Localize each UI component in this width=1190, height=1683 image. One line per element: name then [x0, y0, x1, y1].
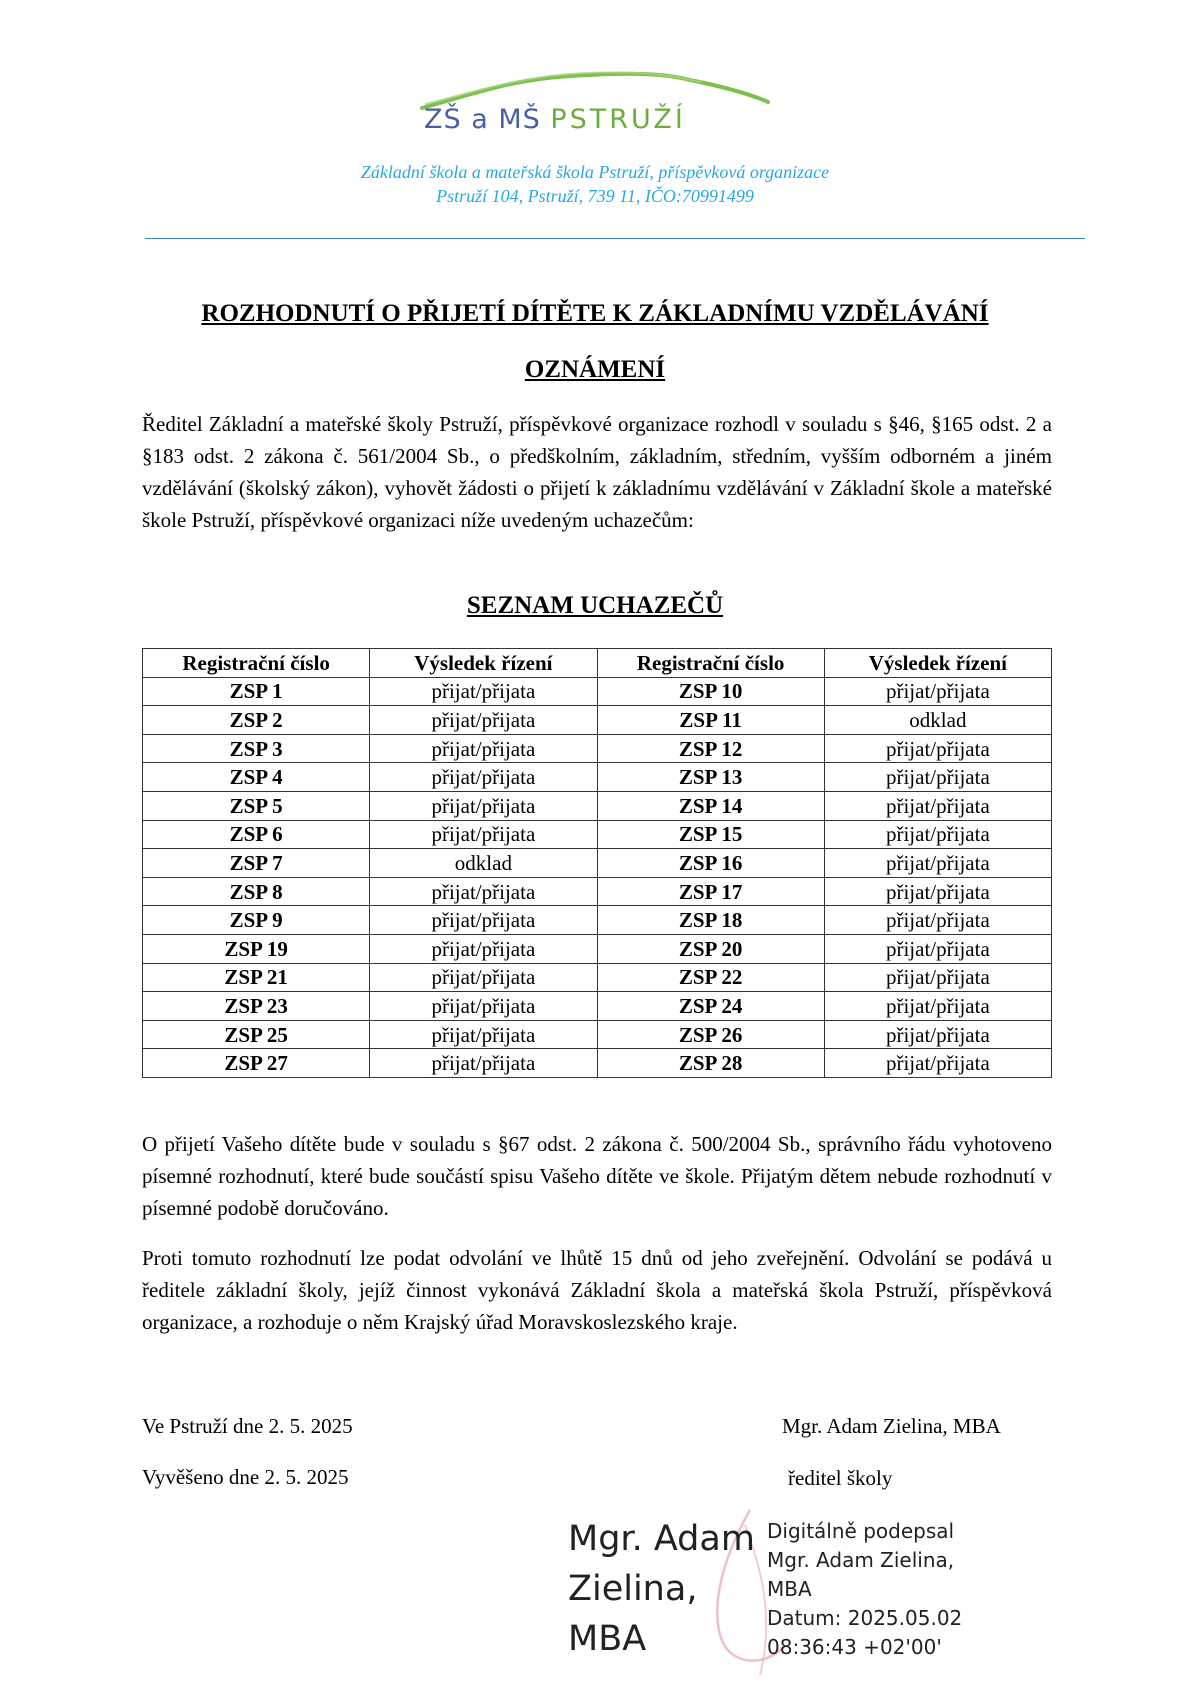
- registration-number-cell: ZSP 24: [597, 992, 824, 1021]
- registration-number-cell: ZSP 9: [143, 906, 370, 935]
- director-name: Mgr. Adam Zielina, MBA: [782, 1414, 1001, 1438]
- signature-info-line: Digitálně podepsal: [767, 1519, 955, 1543]
- registration-number-cell: ZSP 12: [597, 734, 824, 763]
- applicants-table: [142, 648, 1052, 1078]
- signature-info: [767, 1517, 962, 1662]
- list-title: SEZNAM UCHAZEČŮ: [466, 592, 724, 619]
- result-cell: odklad: [824, 706, 1051, 735]
- result-cell: přijat/přijata: [370, 791, 597, 820]
- result-cell: odklad: [370, 849, 597, 878]
- signature-name: [568, 1514, 755, 1664]
- result-cell: přijat/přijata: [824, 849, 1051, 878]
- result-cell: přijat/přijata: [370, 706, 597, 735]
- result-cell: přijat/přijata: [370, 992, 597, 1021]
- director-role: ředitel školy: [788, 1466, 893, 1490]
- registration-number-cell: ZSP 2: [143, 706, 370, 735]
- registration-number-cell: ZSP 22: [597, 963, 824, 992]
- result-cell: přijat/přijata: [370, 1020, 597, 1049]
- result-cell: přijat/přijata: [824, 677, 1051, 706]
- registration-number-cell: ZSP 10: [597, 677, 824, 706]
- result-cell: přijat/přijata: [824, 791, 1051, 820]
- registration-number-cell: ZSP 5: [143, 791, 370, 820]
- registration-number-cell: ZSP 19: [143, 934, 370, 963]
- logo-text-part1: ZŠ a MŠ: [424, 104, 541, 135]
- document-title: ROZHODNUTÍ O PŘIJETÍ DÍTĚTE K ZÁKLADNÍMU VZDĚLÁVÁNÍ: [201, 300, 989, 327]
- column-header: Registrační číslo: [143, 649, 370, 678]
- registration-number-cell: ZSP 23: [143, 992, 370, 1021]
- header-divider: [145, 238, 1085, 239]
- registration-number-cell: ZSP 13: [597, 763, 824, 792]
- signature-name-line: Zielina,: [568, 1569, 698, 1609]
- table-row: [143, 992, 1052, 1021]
- signature-info-line: Mgr. Adam Zielina,: [767, 1548, 955, 1572]
- registration-number-cell: ZSP 4: [143, 763, 370, 792]
- registration-number-cell: ZSP 3: [143, 734, 370, 763]
- signature-name-line: MBA: [568, 1619, 647, 1659]
- signature-name-line: Mgr. Adam: [568, 1519, 755, 1559]
- table-row: [143, 1049, 1052, 1078]
- result-cell: přijat/přijata: [370, 906, 597, 935]
- result-cell: přijat/přijata: [824, 1049, 1051, 1078]
- result-cell: přijat/přijata: [370, 734, 597, 763]
- posted-date: Vyvěšeno dne 2. 5. 2025: [142, 1465, 349, 1489]
- result-cell: přijat/přijata: [824, 1020, 1051, 1049]
- registration-number-cell: ZSP 28: [597, 1049, 824, 1078]
- table-row: [143, 906, 1052, 935]
- table-row: [143, 763, 1052, 792]
- appeal-paragraph: Proti tomuto rozhodnutí lze podat odvolání ve lhůtě 15 dnů od jeho zveřejnění. Odvolání se podává u ředitele základní školy, jejíž činnost vykonává Základní škola a mateřská škola Pstruží, příspěvková organizace, a rozhoduje o něm Krajský úřad Moravskoslezského kraje.: [142, 1246, 1052, 1334]
- registration-number-cell: ZSP 6: [143, 820, 370, 849]
- document-subtitle: OZNÁMENÍ: [524, 356, 666, 383]
- column-header: Výsledek řízení: [824, 649, 1051, 678]
- signature-info-line: MBA: [767, 1577, 812, 1601]
- result-cell: přijat/přijata: [824, 992, 1051, 1021]
- registration-number-cell: ZSP 1: [143, 677, 370, 706]
- registration-number-cell: ZSP 17: [597, 877, 824, 906]
- result-cell: přijat/přijata: [824, 934, 1051, 963]
- decision-paragraph: O přijetí Vašeho dítěte bude v souladu s §67 odst. 2 zákona č. 500/2004 Sb., správního řádu vyhotoveno písemné rozhodnutí, které bude součástí spisu Vašeho dítěte ve škole. Přijatým dětem nebude rozhodnutí v písemné podobě doručováno.: [142, 1132, 1052, 1220]
- result-cell: přijat/přijata: [370, 963, 597, 992]
- table-row: [143, 877, 1052, 906]
- result-cell: přijat/přijata: [370, 677, 597, 706]
- school-logo-text: [424, 104, 686, 135]
- registration-number-cell: ZSP 26: [597, 1020, 824, 1049]
- registration-number-cell: ZSP 16: [597, 849, 824, 878]
- school-name: Základní škola a mateřská škola Pstruží, příspěvková organizace: [360, 162, 830, 182]
- registration-number-cell: ZSP 14: [597, 791, 824, 820]
- table-row: [143, 820, 1052, 849]
- column-header: Výsledek řízení: [370, 649, 597, 678]
- result-cell: přijat/přijata: [824, 963, 1051, 992]
- table-row: [143, 1020, 1052, 1049]
- registration-number-cell: ZSP 11: [597, 706, 824, 735]
- registration-number-cell: ZSP 18: [597, 906, 824, 935]
- result-cell: přijat/přijata: [824, 877, 1051, 906]
- result-cell: přijat/přijata: [824, 906, 1051, 935]
- place-date: Ve Pstruží dne 2. 5. 2025: [142, 1414, 353, 1438]
- result-cell: přijat/přijata: [370, 820, 597, 849]
- table-row: [143, 677, 1052, 706]
- registration-number-cell: ZSP 7: [143, 849, 370, 878]
- result-cell: přijat/přijata: [824, 820, 1051, 849]
- column-header: Registrační číslo: [597, 649, 824, 678]
- result-cell: přijat/přijata: [824, 734, 1051, 763]
- table-row: [143, 934, 1052, 963]
- registration-number-cell: ZSP 25: [143, 1020, 370, 1049]
- registration-number-cell: ZSP 20: [597, 934, 824, 963]
- registration-number-cell: ZSP 21: [143, 963, 370, 992]
- table-header-row: [143, 649, 1052, 678]
- table-row: [143, 963, 1052, 992]
- signature-info-line: 08:36:43 +02'00': [767, 1635, 942, 1659]
- registration-number-cell: ZSP 27: [143, 1049, 370, 1078]
- result-cell: přijat/přijata: [370, 877, 597, 906]
- registration-number-cell: ZSP 15: [597, 820, 824, 849]
- table-row: [143, 849, 1052, 878]
- result-cell: přijat/přijata: [370, 763, 597, 792]
- table-row: [143, 791, 1052, 820]
- table-row: [143, 734, 1052, 763]
- table-row: [143, 706, 1052, 735]
- logo-text-part2: PSTRUŽÍ: [550, 104, 686, 135]
- result-cell: přijat/přijata: [370, 934, 597, 963]
- school-address: Pstruží 104, Pstruží, 739 11, IČO:70991499: [436, 186, 754, 206]
- signature-info-line: Datum: 2025.05.02: [767, 1606, 963, 1630]
- intro-paragraph: Ředitel Základní a mateřské školy Pstruží, příspěvkové organizace rozhodl v souladu s §46, §165 odst. 2 a §183 odst. 2 zákona č. 561/2004 Sb., o předškolním, základním, středním, vyšším odborném a jiném vzdělávání (školský zákon), vyhovět žádosti o přijetí k základnímu vzdělávání v Základní škole a mateřské škole Pstruží, příspěvkové organizaci níže uvedeným uchazečům:: [142, 412, 1052, 532]
- result-cell: přijat/přijata: [824, 763, 1051, 792]
- registration-number-cell: ZSP 8: [143, 877, 370, 906]
- result-cell: přijat/přijata: [370, 1049, 597, 1078]
